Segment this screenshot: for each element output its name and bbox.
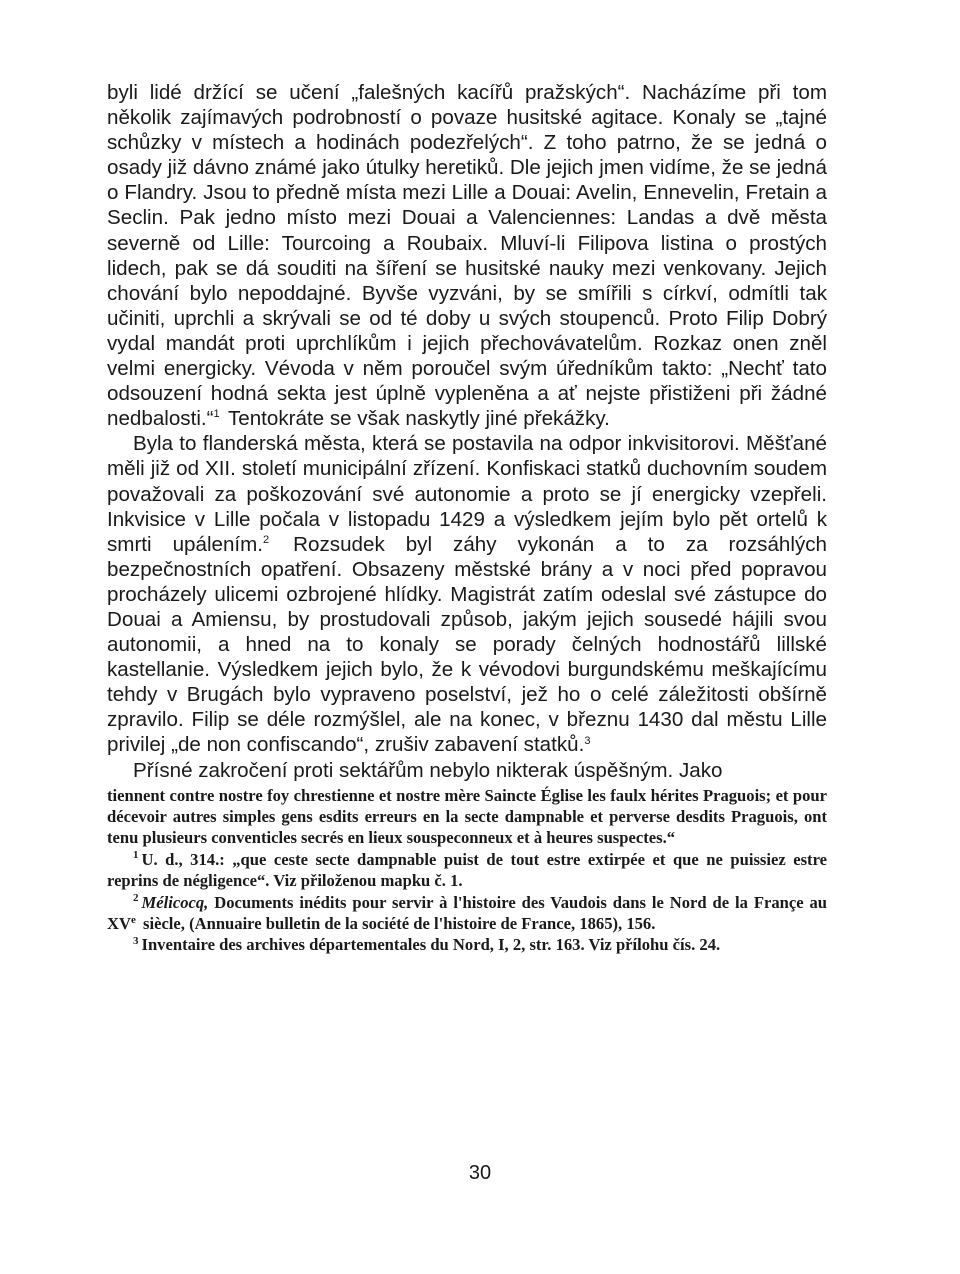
footnote-2-author: Mélicocq, <box>141 892 209 912</box>
paragraph-3 <box>107 758 827 783</box>
footnote-3 <box>107 934 827 955</box>
footnote-1-mark: 1 <box>133 849 139 862</box>
footnote-2-text: Documents inédits pour servir à l'histoire des Vaudois dans le Nord de la Françe au XV <box>107 892 827 934</box>
footnote-ref-3: 3 <box>584 734 591 747</box>
paragraph-3-text: Přísné zakročení proti sektářům nebylo nikterak úspěšným. Jako <box>133 758 723 782</box>
footnote-3-text: Inventaire des archives départementales du Nord, I, 2, str. 163. Viz přílohu čís. 24. <box>141 935 721 955</box>
page-content <box>107 80 827 956</box>
footnote-2 <box>107 892 827 935</box>
footnote-1 <box>107 849 827 892</box>
footnote-3-mark: 3 <box>133 934 139 947</box>
paragraph-1-text: byli lidé držící se učení „falešných kacířů pražských“. Nacházíme při tom několik zajímavých podrobností o povaze husitské agitace. Konaly se „tajné schůzky v místech a hodinách podezřelých“. Z toho patrno, že se jedná o osady již dávno známé jako útulky heretiků. Dle jejich jmen vidíme, že se jedná o Flandry. Jsou to předně místa mezi Lille a Douai: Avelin, Ennevelin, Fretain a Seclin. Pak jedno místo mezi Douai a Valenciennes: Landas a dvě města severně od Lille: Tourcoing a Roubaix. Mluví-li Filipova listina o prostých lidech, pak se dá souditi na šíření se husitské nauky mezi venkovany. Jejich chování bylo nepoddajné. Byvše vyzváni, by se smířili s církví, odmítli tak učiniti, uprchli a skrývali se od té doby u svých stoupenců. Proto Filip Dobrý vydal mandát proti uprchlíkům i jejich přechovávatelům. Rozkaz onen zněl velmi energicky. Vévoda v něm poroučel svým úředníkům takto: „Nechť tato odsouzení hodná sekta jest úplně vypleněna a ať nejste přistiženi při žádné nedbalosti.“ <box>107 81 827 431</box>
paragraph-2 <box>107 431 827 757</box>
footnote-continuation: tiennent contre nostre foy chrestienne et nostre mère Saincte Église les faulx hérites Praguois; et pour décevoir autres simples gens esdits erreurs en la secte dampnable et perverse desdits Praguois, ont tenu plusieurs conventicles secrés en lieux souspeconneux et à heures suspectes.“ <box>107 785 827 848</box>
footnote-2-text-tail: siècle, (Annuaire bulletin de la société de l'histoire de France, 1865), 156. <box>138 914 656 934</box>
footnote-ref-2: 2 <box>263 533 270 546</box>
page-number: 30 <box>468 1162 492 1184</box>
paragraph-2-text: Byla to flanderská města, která se postavila na odpor inkvisitorovi. Měšťané měli již od XII. století municipální zřízení. Konfiskaci statků duchovním soudem považovali za poškozování své autonomie a proto se jí energicky vzepřeli. Inkvisice v Lille počala v listopadu 1429 a výsledkem jejím bylo pět ortelů k smrti upálením. <box>107 432 827 556</box>
main-text <box>107 80 827 783</box>
footnote-2-superscript: e <box>130 913 136 926</box>
footnote-1-text: U. d., 314.: „que ceste secte dampnable puist de tout estre extirpée et que ne puissiez estre reprins de négligence“. Viz přiloženou mapku č. 1. <box>107 849 827 891</box>
footnote-ref-1: 1 <box>213 408 220 421</box>
paragraph-1 <box>107 80 827 431</box>
paragraph-1-tail: Tentokráte se však naskytly jiné překážky. <box>222 407 610 431</box>
footnote-2-mark: 2 <box>133 892 139 905</box>
footnotes <box>107 785 827 956</box>
paragraph-2-tail: Rozsudek byl záhy vykonán a to za rozsáhlých bezpečnostních opatření. Obsazeny městské brány a v noci před popravou procházely ulicemi ozbrojené hlídky. Magistrát zatím odeslal své zástupce do Douai a Amiensu, by prostudovali způsob, jakým jejich sousedé hájili svou autonomii, a hned na to konaly se porady čelných hodnostářů lillské kastellanie. Výsledkem jejich bylo, že k vévodovi burgundskému meškajícímu tehdy v Brugách bylo vypraveno poselství, jež ho o celé záležitosti obšírně zpravilo. Filip se déle rozmýšlel, ale na konec, v březnu 1430 dal městu Lille privilej „de non confiscando“, zrušiv zabavení statků. <box>107 532 827 757</box>
